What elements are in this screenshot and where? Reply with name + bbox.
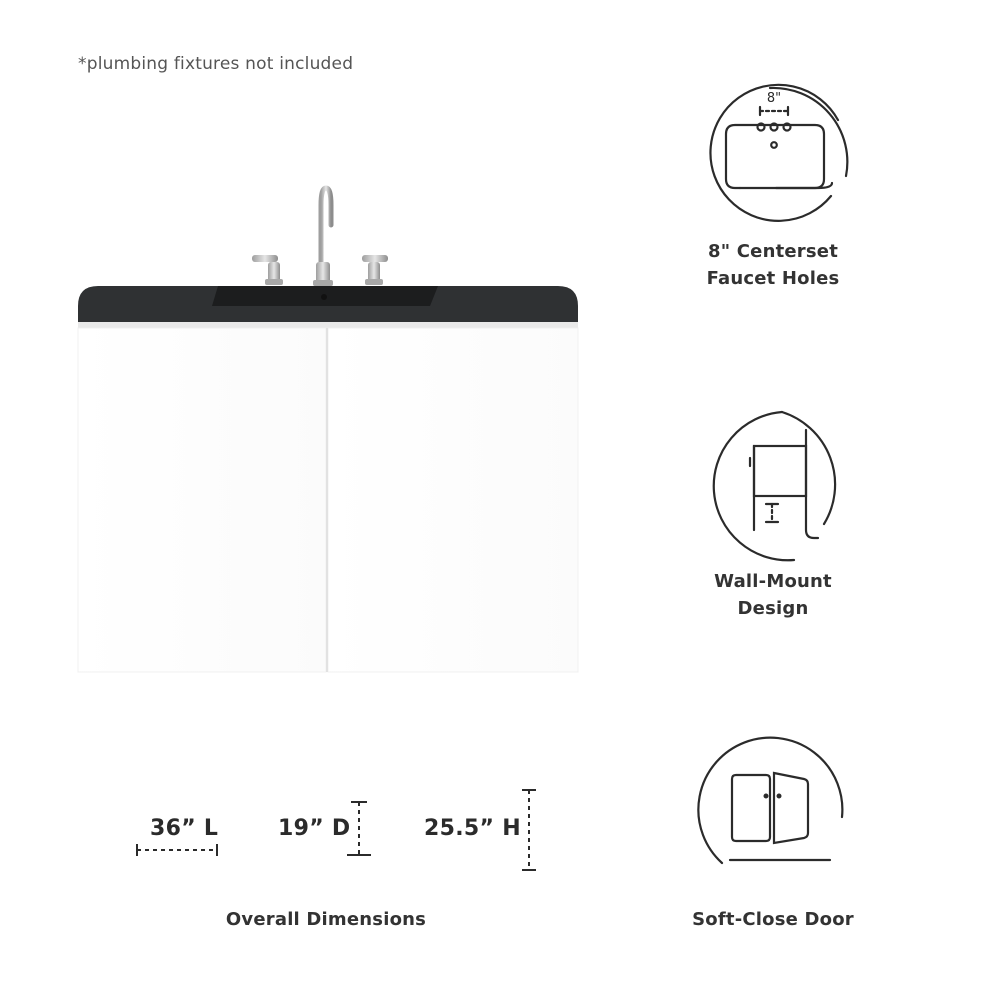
vanity-image	[0, 0, 640, 700]
height-dimension: 25.5” H	[424, 816, 521, 841]
faucet-holes-icon	[690, 80, 860, 240]
height-measure-icon	[522, 790, 536, 870]
feature-faucet-line2: Faucet Holes	[706, 268, 840, 289]
feature-faucet-caption	[686, 238, 860, 292]
soft-close-door-icon	[690, 735, 860, 905]
faucet	[252, 188, 388, 286]
faucet-spacing-label: 8"	[766, 91, 782, 106]
fixtures-note: *plumbing fixtures not included	[78, 54, 354, 74]
feature-wallmount-caption: Wall-Mount Design	[714, 571, 832, 619]
length-measure-icon	[137, 844, 217, 856]
feature-softclose-caption: Soft-Close Door	[692, 909, 854, 930]
length-dimension: 36” L	[150, 816, 219, 841]
dimensions-caption: Overall Dimensions	[225, 909, 427, 930]
wall-mount-icon	[690, 400, 860, 570]
right-door	[328, 328, 578, 672]
left-door	[78, 328, 326, 672]
depth-measure-icon	[347, 802, 371, 855]
depth-dimension: 19” D	[278, 816, 351, 841]
feature-faucet-line1: 8" Centerset	[707, 241, 839, 262]
